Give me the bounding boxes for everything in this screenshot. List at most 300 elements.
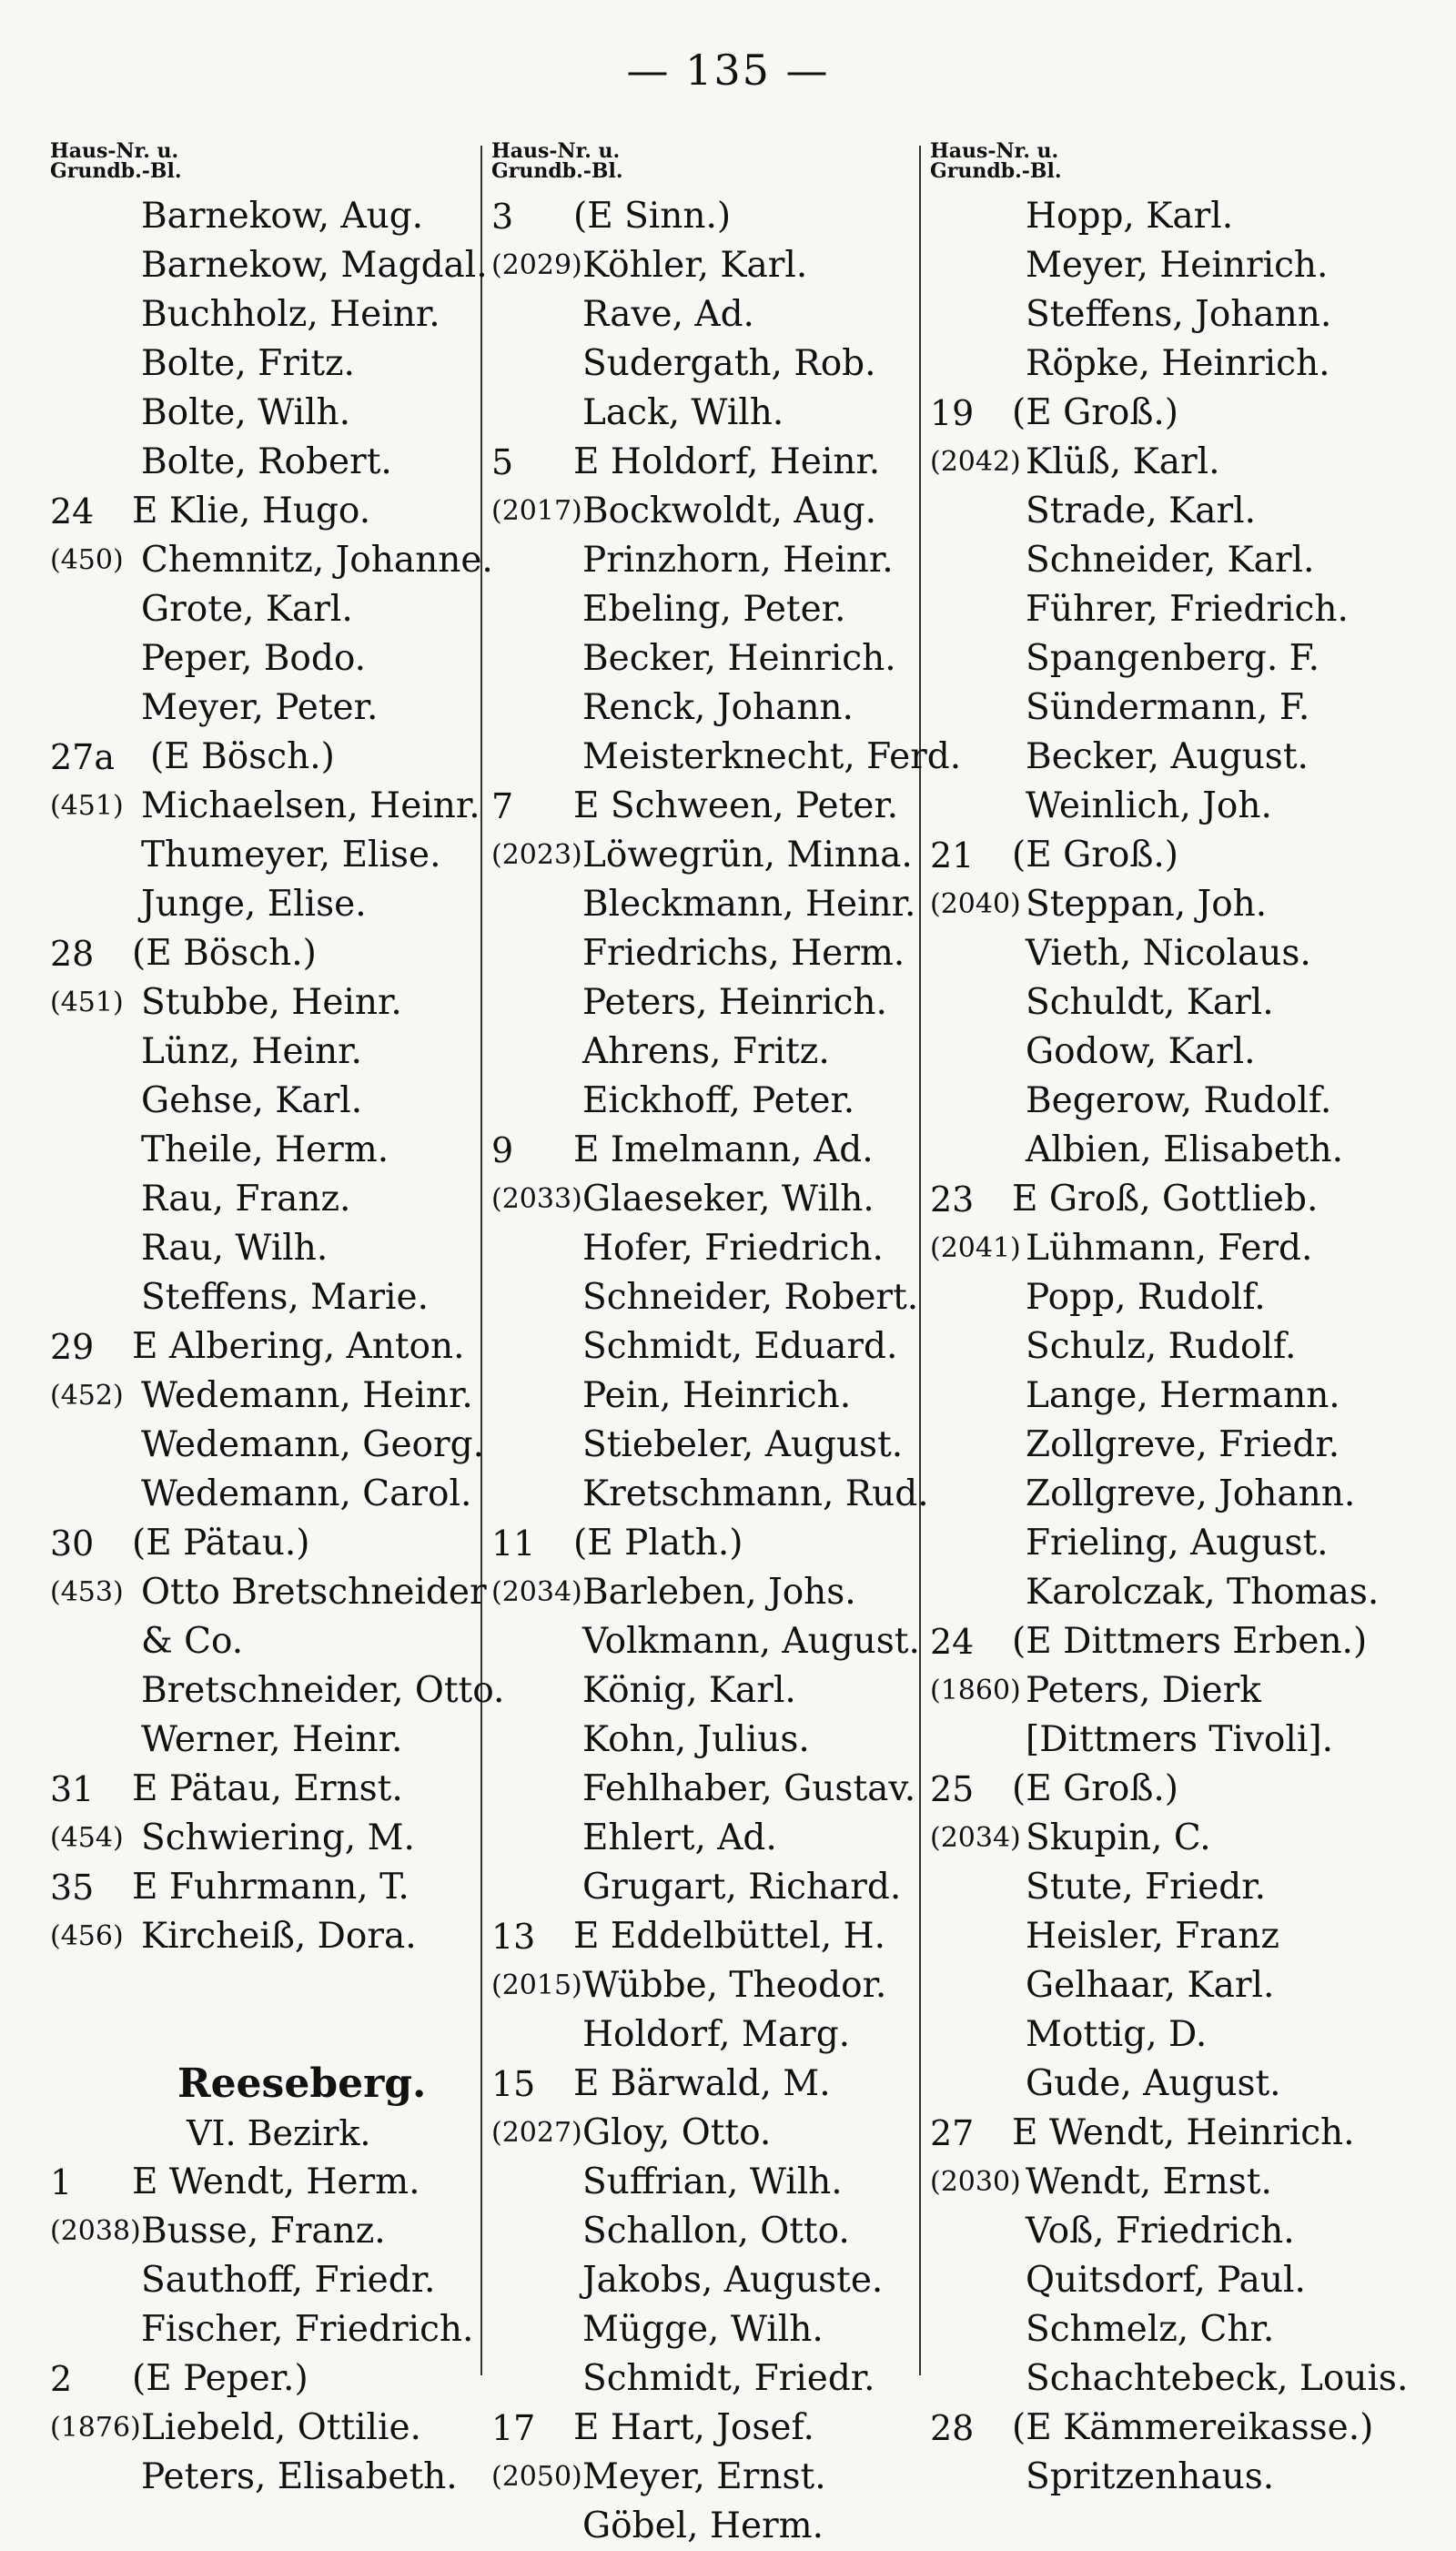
list-item (491, 1077, 915, 1126)
land-register-number: (2017) (491, 495, 582, 527)
entry-text: Michaelsen, Heinr. (141, 785, 480, 826)
entry-text: Becker, August. (1026, 736, 1309, 777)
entry-text: Sauthoff, Friedr. (141, 2260, 436, 2301)
list-item (50, 1519, 478, 1568)
land-register-number: (453) (50, 1576, 124, 1608)
land-register-number: (450) (50, 544, 124, 576)
entry-text: Glaeseker, Wilh. (582, 1179, 875, 1220)
house-number: 24 (50, 491, 95, 531)
entry-text: Spritzenhaus. (1026, 2456, 1275, 2497)
list-item (50, 1863, 478, 1912)
entry-text: Peper, Bodo. (141, 638, 367, 679)
entry-text: Grugart, Richard. (582, 1867, 902, 1908)
land-register-number: (2034) (491, 1576, 582, 1608)
list-item (491, 389, 915, 438)
list-item (491, 1814, 915, 1863)
page-number: — 135 — (626, 46, 830, 95)
entry-text: Renck, Johann. (582, 687, 854, 728)
list-item (50, 1372, 478, 1421)
land-register-number: (2050) (491, 2461, 582, 2493)
list-item (50, 2207, 478, 2256)
list-item (930, 1126, 1421, 1175)
list-item (50, 339, 478, 389)
column-header-line: Grundb.-Bl. (50, 159, 182, 183)
entry-text: Frieling, August. (1026, 1523, 1329, 1564)
entry-text: Voß, Friedrich. (1026, 2211, 1295, 2252)
list-item (930, 1666, 1421, 1716)
entry-text: Peters, Dierk (1026, 1670, 1261, 1711)
list-item (50, 1027, 478, 1077)
list-item (930, 1224, 1421, 1273)
entry-text: Chemnitz, Johanne. (141, 540, 493, 581)
entry-text: Göbel, Herm. (582, 2505, 824, 2546)
list-item (50, 1175, 478, 1224)
list-item (50, 241, 488, 290)
house-number: 9 (491, 1130, 514, 1170)
entry-text: Liebeld, Ottilie. (141, 2407, 421, 2448)
house-number: 5 (491, 442, 514, 482)
entry-text: Theile, Herm. (141, 1129, 389, 1170)
land-register-number: (2023) (491, 839, 582, 871)
entry-text: (E Pätau.) (132, 1523, 310, 1564)
list-item (50, 782, 478, 831)
entry-text: Barleben, Johs. (582, 1572, 856, 1613)
list-item (50, 634, 478, 683)
entry-text: Bretschneider, Otto. (141, 1670, 505, 1711)
list-item (930, 733, 1421, 782)
entry-text: Ahrens, Fritz. (582, 1031, 830, 1072)
column-header (50, 141, 478, 192)
house-number: 7 (491, 786, 514, 826)
list-item (50, 2256, 478, 2305)
land-register-number: (451) (50, 987, 124, 1018)
house-number: 17 (491, 2408, 536, 2448)
list-item (491, 1470, 929, 1519)
entry-text: (E Dittmers Erben.) (1012, 1621, 1368, 1662)
list-item (50, 290, 478, 339)
list-item (50, 1224, 478, 1273)
house-number: 13 (491, 1917, 536, 1957)
entry-text: Prinzhorn, Heinr. (582, 540, 894, 581)
entry-text: Vieth, Nicolaus. (1026, 933, 1311, 974)
list-item (930, 2010, 1421, 2060)
list-item (491, 929, 915, 978)
entry-text: Mügge, Wilh. (582, 2309, 824, 2350)
list-item (930, 1568, 1421, 1617)
list-item (491, 831, 915, 880)
list-item (50, 1470, 478, 1519)
house-number: 24 (930, 1622, 975, 1662)
entry-text: Spangenberg. F. (1026, 638, 1320, 679)
entry-text: Barnekow, Aug. (141, 196, 424, 237)
column-divider (919, 146, 921, 2375)
entry-text: Eickhoff, Peter. (582, 1080, 855, 1121)
list-item (491, 1224, 915, 1273)
entry-text: Steffens, Marie. (141, 1277, 429, 1318)
entry-text: E Eddelbüttel, H. (573, 1916, 886, 1957)
house-number: 35 (50, 1868, 95, 1908)
entry-text: Karolczak, Thomas. (1026, 1572, 1380, 1613)
entry-text: Holdorf, Marg. (582, 2014, 851, 2055)
list-item (930, 487, 1421, 536)
house-number: 28 (50, 934, 95, 974)
land-register-number: (2042) (930, 446, 1021, 478)
list-item (491, 1273, 919, 1322)
house-number: 21 (930, 835, 975, 876)
entry-text: Ebeling, Peter. (582, 589, 846, 630)
entry-text: Lange, Hermann. (1026, 1375, 1340, 1416)
entry-text: Begerow, Rudolf. (1026, 1080, 1332, 1121)
list-item (491, 1912, 915, 1961)
list-item (50, 2305, 478, 2354)
list-item (930, 1519, 1421, 1568)
entry-text: Schallon, Otto. (582, 2211, 850, 2252)
entry-text: Wedemann, Carol. (141, 1473, 472, 1514)
list-item (930, 2354, 1421, 2404)
list-item (930, 978, 1421, 1027)
list-item (50, 1617, 478, 1666)
list-item (50, 2109, 478, 2158)
list-item (50, 1814, 478, 1863)
list-item (491, 2109, 915, 2158)
list-item (50, 2453, 478, 2502)
list-item (50, 880, 478, 929)
list-item (50, 1912, 478, 1961)
entry-text: Quitsdorf, Paul. (1026, 2260, 1306, 2301)
column-header-line: Haus-Nr. u. (930, 139, 1059, 163)
list-item (50, 1716, 478, 1765)
house-number: 2 (50, 2359, 73, 2399)
district-heading: VI. Bezirk. (187, 2113, 371, 2153)
entry-text: Thumeyer, Elise. (141, 835, 441, 876)
list-item (930, 1027, 1421, 1077)
list-item (930, 1716, 1421, 1765)
entry-text: Strade, Karl. (1026, 491, 1257, 531)
column-header-line: Grundb.-Bl. (491, 159, 623, 183)
land-register-number: (2038) (50, 2215, 141, 2247)
house-number: 1 (50, 2162, 73, 2202)
list-item (930, 2158, 1421, 2207)
entry-text: E Wendt, Heinrich. (1012, 2112, 1355, 2153)
entry-text: Lack, Wilh. (582, 392, 784, 433)
entry-text: E Klie, Hugo. (132, 491, 371, 531)
land-register-number: (2029) (491, 249, 582, 281)
entry-text: Steffens, Johann. (1026, 294, 1332, 335)
land-register-number: (456) (50, 1920, 124, 1952)
list-item (491, 2404, 915, 2453)
entry-text: (E Groß.) (1012, 392, 1179, 433)
list-item (491, 1568, 915, 1617)
column-divider (480, 146, 482, 2375)
entry-text: Gude, August. (1026, 2063, 1281, 2104)
entry-text: Hofer, Friedrich. (582, 1228, 884, 1269)
entry-text: Werner, Heinr. (141, 1719, 403, 1760)
entry-text: Heisler, Franz (1026, 1916, 1279, 1957)
list-item (491, 1765, 915, 1814)
entry-text: Zollgreve, Friedr. (1026, 1424, 1340, 1465)
entry-text: Gelhaar, Karl. (1026, 1965, 1275, 2006)
entry-text: Meyer, Ernst. (582, 2456, 826, 2497)
list-item (930, 2256, 1421, 2305)
list-item (930, 585, 1421, 634)
list-item (930, 2305, 1421, 2354)
entry-text: Schwiering, M. (141, 1817, 415, 1858)
list-item (491, 1961, 915, 2010)
entry-text: (E Sinn.) (573, 196, 732, 237)
land-register-number: (2033) (491, 1183, 582, 1215)
entry-text: Steppan, Joh. (1026, 884, 1268, 925)
list-item (930, 1863, 1421, 1912)
entry-text: Schuldt, Karl. (1026, 982, 1274, 1023)
list-item (930, 2404, 1421, 2453)
entry-text: (E Bösch.) (132, 933, 317, 974)
house-number: 29 (50, 1327, 95, 1367)
list-item (930, 929, 1421, 978)
list-item (491, 192, 915, 241)
entry-text: Hopp, Karl. (1026, 196, 1234, 237)
list-item (930, 831, 1421, 880)
entry-text: Köhler, Karl. (582, 245, 808, 286)
entry-text: Wübbe, Theodor. (582, 1965, 887, 2006)
list-item (491, 487, 915, 536)
entry-text: Albien, Elisabeth. (1026, 1129, 1343, 1170)
entry-text: Löwegrün, Minna. (582, 835, 913, 876)
column-header-line: Grundb.-Bl. (930, 159, 1062, 183)
house-number: 27a (50, 737, 116, 777)
list-item (930, 1421, 1421, 1470)
entry-text: (E Plath.) (573, 1523, 743, 1564)
house-number: 11 (491, 1524, 536, 1564)
list-item (930, 536, 1421, 585)
list-item (930, 2060, 1421, 2109)
entry-text: Ehlert, Ad. (582, 1817, 777, 1858)
list-item (930, 1322, 1421, 1372)
list-item (50, 1765, 478, 1814)
entry-text: (E Groß.) (1012, 835, 1179, 876)
entry-text: Schneider, Robert. (582, 1277, 919, 1318)
entry-text: E Pätau, Ernst. (132, 1768, 403, 1809)
list-item (491, 2207, 915, 2256)
entry-text: Bolte, Wilh. (141, 392, 351, 433)
list-item (50, 438, 478, 487)
list-item (491, 1863, 915, 1912)
entry-text: Lühmann, Ferd. (1026, 1228, 1313, 1269)
column-header-line: Haus-Nr. u. (50, 139, 179, 163)
entry-text: Stubbe, Heinr. (141, 982, 402, 1023)
list-item (491, 1421, 915, 1470)
list-item (930, 1077, 1421, 1126)
entry-text: Meyer, Heinrich. (1026, 245, 1329, 286)
list-item (50, 1273, 478, 1322)
column-header-line: Haus-Nr. u. (491, 139, 621, 163)
list-item (930, 2453, 1421, 2502)
house-number: 19 (930, 393, 975, 433)
list-item (491, 978, 915, 1027)
entry-text: Wedemann, Heinr. (141, 1375, 473, 1416)
entry-text: Kohn, Julius. (582, 1719, 810, 1760)
entry-text: Godow, Karl. (1026, 1031, 1256, 1072)
land-register-number: (2041) (930, 1232, 1021, 1264)
entry-text: Jakobs, Auguste. (582, 2260, 884, 2301)
entry-text: E Imelmann, Ad. (573, 1129, 874, 1170)
entry-text: E Albering, Anton. (132, 1326, 465, 1367)
entry-text: E Bärwald, M. (573, 2063, 831, 2104)
list-item (930, 1617, 1421, 1666)
list-item (50, 683, 478, 733)
entry-text: & Co. (141, 1621, 244, 1662)
land-register-number: (2030) (930, 2166, 1021, 2198)
entry-text: E Groß, Gottlieb. (1012, 1179, 1319, 1220)
entry-text: Friedrichs, Herm. (582, 933, 905, 974)
list-item (491, 2354, 915, 2404)
land-register-number: (2015) (491, 1969, 582, 2001)
land-register-number: (2034) (930, 1822, 1021, 1854)
entry-text: Meyer, Peter. (141, 687, 379, 728)
entry-text: Pein, Heinrich. (582, 1375, 852, 1416)
entry-text: Rau, Franz. (141, 1179, 351, 1220)
entry-text: Meisterknecht, Ferd. (582, 736, 962, 777)
list-item (930, 241, 1421, 290)
list-item (50, 2404, 478, 2453)
entry-text: E Hart, Josef. (573, 2407, 814, 2448)
entry-text: Bolte, Robert. (141, 441, 392, 482)
list-item (50, 1322, 478, 1372)
list-item (50, 192, 478, 241)
list-item (491, 2256, 915, 2305)
entry-text: Kircheiß, Dora. (141, 1916, 417, 1957)
entry-text: Fischer, Friedrich. (141, 2309, 474, 2350)
list-item (50, 1568, 487, 1617)
list-item (491, 1027, 915, 1077)
list-item (491, 339, 915, 389)
list-item (491, 733, 962, 782)
house-number: 30 (50, 1524, 95, 1564)
entry-text: Bleckmann, Heinr. (582, 884, 916, 925)
land-register-number: (1876) (50, 2412, 141, 2444)
entry-text: Becker, Heinrich. (582, 638, 896, 679)
list-item (491, 2158, 915, 2207)
entry-text: Junge, Elise. (141, 884, 367, 925)
list-item (491, 1716, 915, 1765)
list-item (491, 1617, 920, 1666)
list-item (930, 1470, 1421, 1519)
house-number: 23 (930, 1179, 975, 1220)
entry-text: Gloy, Otto. (582, 2112, 772, 2153)
entry-text: Fehlhaber, Gustav. (582, 1768, 916, 1809)
directory-column-3 (930, 141, 1421, 2502)
list-item (50, 536, 493, 585)
house-number: 27 (930, 2113, 975, 2153)
list-item (491, 1175, 915, 1224)
house-number: 25 (930, 1769, 975, 1809)
entry-text: (E Peper.) (132, 2358, 308, 2399)
land-register-number: (2040) (930, 888, 1021, 920)
entry-text: Zollgreve, Johann. (1026, 1473, 1356, 1514)
list-item (930, 1765, 1421, 1814)
entry-text: König, Karl. (582, 1670, 796, 1711)
list-item (50, 1961, 478, 2010)
entry-text: Bockwoldt, Aug. (582, 491, 877, 531)
list-item (491, 1126, 915, 1175)
list-item (50, 929, 478, 978)
list-item (491, 2305, 915, 2354)
list-item (491, 438, 915, 487)
entry-text: Popp, Rudolf. (1026, 1277, 1266, 1318)
list-item (930, 389, 1421, 438)
entry-text: Sudergath, Rob. (582, 343, 876, 384)
list-item (50, 487, 478, 536)
entry-text: Wedemann, Georg. (141, 1424, 485, 1465)
list-item (50, 389, 478, 438)
house-number: 28 (930, 2408, 975, 2448)
entry-text: Bolte, Fritz. (141, 343, 355, 384)
land-register-number: (2027) (491, 2117, 582, 2149)
entry-text: Rave, Ad. (582, 294, 754, 335)
entry-text: Stute, Friedr. (1026, 1867, 1267, 1908)
list-item (491, 585, 915, 634)
entry-text: Barnekow, Magdal. (141, 245, 488, 286)
entry-text: (E Groß.) (1012, 1768, 1179, 1809)
list-item (930, 782, 1421, 831)
list-item (930, 1961, 1421, 2010)
list-item (930, 1814, 1421, 1863)
column-header (930, 141, 1421, 192)
entry-text: Wendt, Ernst. (1026, 2161, 1272, 2202)
list-item (930, 1372, 1421, 1421)
list-item (930, 1273, 1421, 1322)
entry-text: Röpke, Heinrich. (1026, 343, 1330, 384)
list-item (930, 438, 1421, 487)
list-item (491, 241, 915, 290)
entry-text: Schneider, Karl. (1026, 540, 1315, 581)
list-item (491, 880, 915, 929)
list-item (930, 1912, 1421, 1961)
list-item (491, 1322, 915, 1372)
house-number: 15 (491, 2064, 536, 2104)
list-item (491, 1519, 915, 1568)
list-item (50, 2158, 478, 2207)
list-item (50, 831, 478, 880)
entry-text: Schachtebeck, Louis. (1026, 2358, 1409, 2399)
entry-text: Sündermann, F. (1026, 687, 1310, 728)
entry-text: Otto Bretschneider (141, 1572, 487, 1613)
land-register-number: (452) (50, 1380, 124, 1412)
list-item (930, 880, 1421, 929)
list-item (491, 2010, 915, 2060)
entry-text: Grote, Karl. (141, 589, 353, 630)
list-item (50, 585, 478, 634)
entry-text: Schmidt, Eduard. (582, 1326, 898, 1367)
land-register-number: (454) (50, 1822, 124, 1854)
list-item (930, 2109, 1421, 2158)
entry-text: Suffrian, Wilh. (582, 2161, 843, 2202)
land-register-number: (1860) (930, 1675, 1021, 1706)
entry-text: [Dittmers Tivoli]. (1026, 1719, 1333, 1760)
list-item (491, 1372, 915, 1421)
entry-text: E Wendt, Herm. (132, 2161, 420, 2202)
entry-text: Führer, Friedrich. (1026, 589, 1349, 630)
list-item (491, 634, 915, 683)
entry-text: Kretschmann, Rud. (582, 1473, 929, 1514)
list-item (50, 2060, 478, 2109)
list-item (930, 192, 1421, 241)
entry-text: E Holdorf, Heinr. (573, 441, 881, 482)
list-item (491, 782, 915, 831)
list-item (491, 536, 915, 585)
list-item (491, 2502, 915, 2551)
list-item (50, 2010, 478, 2060)
entry-text: Schulz, Rudolf. (1026, 1326, 1297, 1367)
